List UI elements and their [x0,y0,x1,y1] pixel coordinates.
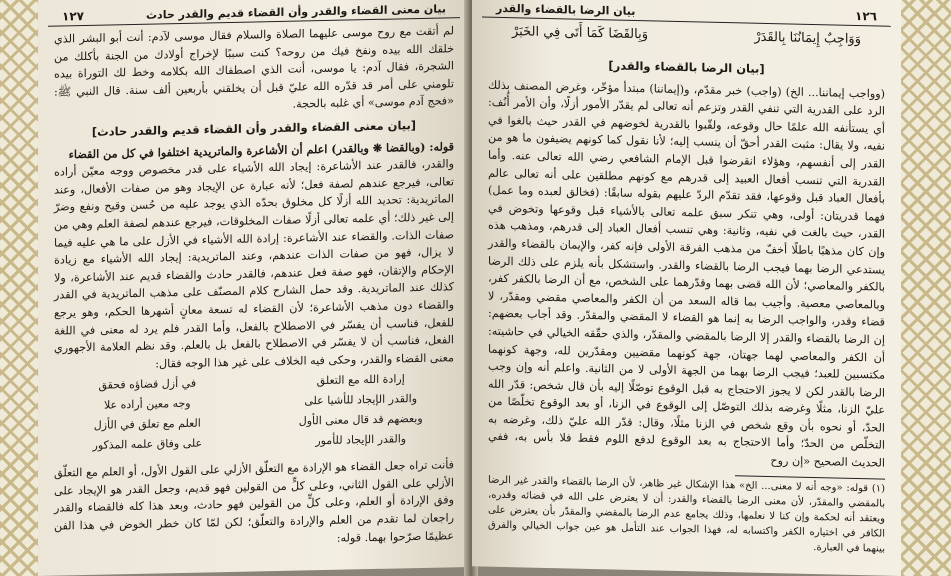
left-page [38,0,470,576]
poem-hemistich: على وفاق علمه المذكور [92,436,203,453]
running-title: بيان الرضا بالقضاء والقدر [496,1,636,18]
poem-hemistich: وبعضهم قد قال معنى الأول [298,412,423,428]
section-heading: [بيان الرضا بالقضاء والقدر] [608,58,765,76]
decorative-border-right [901,0,951,576]
after-poem-paragraph: فأنت تراه جعل القضاء هو الإرادة مع التعلّق الأزلي على القول الأول، أو العلم مع التعلّق الأزلي على القول الثاني، وعلى كلٍّ من القولين فهو قديم، وجعل القدر هو الإيجاد على وفق الإرادة أو العلم، وعلى كلٍّ من القولين فهو حادث، وبعد هذا كله فالقضاء والقدر راجعان لما تقدم من العلم والإرادة والتعلّق؛ لكن لمّا كان خطر الخوض في هذا الفن عظيمًا صرّحوا بهما. قوله: [54,458,454,545]
poem-hemistich: والقدر الإيجاد للأمور [315,432,407,448]
poem-hemistich: في أزل قضاؤه فحقق [98,376,197,393]
body-paragraph: (وواجب إيماننا... الخ) (واجب) خبر مقدّم، و(إيماننا) مبتدأ مؤخّر، وغرض المصنف بذلك الرد على القدرية التي تنفي القدر وتزعم أنه تعالى لم يقدّر الأمور أزلًا، وأن الأمر أُنُف: أي يستأنفه الله علمًا حال وقوعه، ولقّبوا بالقدرية لخوضهم في القدر حيث بالغوا في نفيه، ولا يقال: مثبت القدر أحقّ أن ينسب إليه؛ لأنا نقول كما كونهم يضيفون ما هو من القدر إلى أنفسهم، وهؤلاء انقرضوا قبل الإمام الشافعي رضي الله تعالى عنه. وأما القدرية التي تنسب أفعال العبيد إلى قدرهم مع كونهم مطلقين على أنه تعالى عالم بأفعال العباد قبل وقوعها، فقد تقدّم الردّ عليهم بقوله سابقًا: (فخالق لعبده وما عمل) فهما قدريتان: أولى، وهي تنكر سبق علمه تعالى بالأشياء قبل وقوعها وتخوض في القدر، حيث بالغت في نفيه، وثانية: وهي تنسب أفعال العباد إلى قدرهم، ومذهب هذه وإن كان مذهبًا باطلًا أخفّ من مذهب الفرقة الأولى فإنه كفر، والإيمان بالقضاء والقدر يستدعي الرضا بهما فيجب الرضا بالقضاء والقدر. واستشكل بأنه يلزم على ذلك الرضا بالكفر والمعاصي؛ لأن الله قضى بهما وقدّرهما على الشخص، مع أن الرضا بالكفر كفر، وبالمعاصي معصية. وأجيب بما قاله السعد من أن الكفر والمعاصي مقضي ومقدّر، لا قضاء وقدر، والواجب الرضا به إنما هو القضاء لا المقضي والمقدّر. وقد أجاب بعضهم: إن الرضا بالقضاء والقدر إلا الرضا بالمقضي والمقدّر، والذي حقّقه الخيالي في حاشيته: أن الكفر والمعاصي لهما جهتان، جهة كونهما مقضيين ومقدّرين لله، وجهة كونهما مكتسبين للعبد؛ فيجب الرضا بهما من الجهة الأولى لا من الثانية. واعلم أنه وإن وجب الرضا بالقدر لكن لا يجوز الاحتجاج به قبل الوقوع توصّلًا إليه بأن قال شخص: قدّر الله عليّ الزنا، مثلًا وغرضه بذلك التوصّل إلى الوقوع في الزنا، أو بعد الوقوع تخلّصًا من الحدّ، أو نحوه بأن وقع شخص في الزنا مثلًا، وقال: قدّر الله عليّ ذلك، وغرضه به التخلّص من الحدّ؛ وأما الاحتجاج به بعد الوقوع لدفع اللوم فقط فلا بأس به، ففي الحديث الصحيح «إن روح [488,78,885,470]
body-paragraph: والقدر، فالقدر عند الأشاعرة: إيجاد الله الأشياء على قدر مخصوص ووجه معيّن أراده تعالى، فيرجع عندهم لصفة فعل؛ لأنه عبارة عن الإيجاد وهو من صفات الأفعال، وعند الماتريدية: تحديد الله أزلًا كل مخلوق بحدّه الذي يوجد عليه من حُسن وقبح ونفع وضرّ إلى غير ذلك؛ أي علمه تعالى أزلًا صفات المخلوقات، فيرجع عندهم لصفة العلم وهي من صفات الذات. والقضاء عند الأشاعرة: إرادة الله الأشياء في الأزل على ما هي عليه فيما لا يزال، فهو من صفات الذات عندهم، وعند الماتريدية: إيجاد الله الأشياء مع زيادة الإحكام والإتقان، فهو صفة فعل عندهم، فالقدر حادث والقضاء قديم عند الأشاعرة، ولا كذلك عند الماتريدية. وقد حمل الشارح كلام المصنّف على مذهب الماتريدية في القدر والقضاء دون مذهب الأشاعرة؛ لأن القضاء له تسعة معانٍ أشهرها الحكم، وهو يرجع للفعل، فناسب أن يفسّر في الاصطلاح بالفعل، وأما القدر فلم يرد له معنى في اللغة الفعل، فناسب أن لا يفسّر في الاصطلاح بالفعل بل بالعلم. وقد نظم العلامة الأجهوري معنى القضاء والقدر، وحكى فيه الخلاف على غير هذا الوجه فقال: [54,157,454,371]
section-heading: [بيان معنى القضاء والقدر وأن القضاء قديم والقدر حادث] [91,118,417,139]
decorative-border-left [0,0,38,576]
page-number: ١٢٦ [855,8,877,24]
right-page-text [472,44,901,472]
left-page-text-continued [38,452,470,553]
qawl-line: قوله: (وبالقضا ❋ وبالقدر) اعلم أن الأشاعرة والماتريدية اختلفوا في كل من القضاء [68,138,454,161]
poem-hemistich: وجه معين أراده علا [103,397,191,412]
verse-hemistich: وَوَاجِبٌ إِيمَانُنَا بِالقَدَرْ [754,29,861,48]
running-title: بيان معنى القضاء والقدر وأن القضاء قديم والقدر حادث [146,2,446,22]
poem-hemistich: إرادة الله مع التعلق [316,372,405,388]
left-page-text [38,18,470,375]
poem [60,369,448,457]
intro-paragraph: لم أتقت مع روح موسى عليهما الصلاة والسلام فقال موسى لآدم: أنت أبو البشر الذي خلقك الله بيده ونفخ فيك من روحه؟ كنت سببًا لإخراج أولادك من الجنة بأكلك من الشجرة، فقال آدم: يا موسى، أنت الذي اصطفاك الله بكلامه وخط لك التوراة بيده تلومني على أمر قد قدّره الله عليّ قبل أن يخلقني بأربعين ألف سنة. قال النبي ﷺ: «فحج آدم موسى» أي غلبه بالحجة. [54,24,454,112]
poem-hemistich: العلم مع تعلق في الأزل [93,416,201,433]
poem-hemistich: والقدر الإيجاد للأشيا على [304,392,418,408]
verse-hemistich: وَبِالقَضَا كَمَا أَتَى فِي الخَبَرْ [512,24,648,43]
right-page [472,0,901,576]
page-number: ١٢٧ [62,9,84,24]
footnote: (١) قوله: «وجه أنه لا معنى... الخ» هذا الإشكال غير ظاهر، لأن الرضا بالقضاء والقدر غير الرضا بالمقضي والمقدّر، لأن معنى الرضا بالقضاء والقدر: أن لا يعترض على الله في قضائه وقدره، ويعتقد أنه لحكمة وإن كنا لا نعلمها، وذلك يجامع عدم الرضا بالمقضي والمقدّر بأن يعترض على الكافر في اختياره الكفر واكتسابه له، فهذا الجواب عند التأمل هو عين جواب الخيالي والفرق بينهما في العبارة. [488,474,885,555]
